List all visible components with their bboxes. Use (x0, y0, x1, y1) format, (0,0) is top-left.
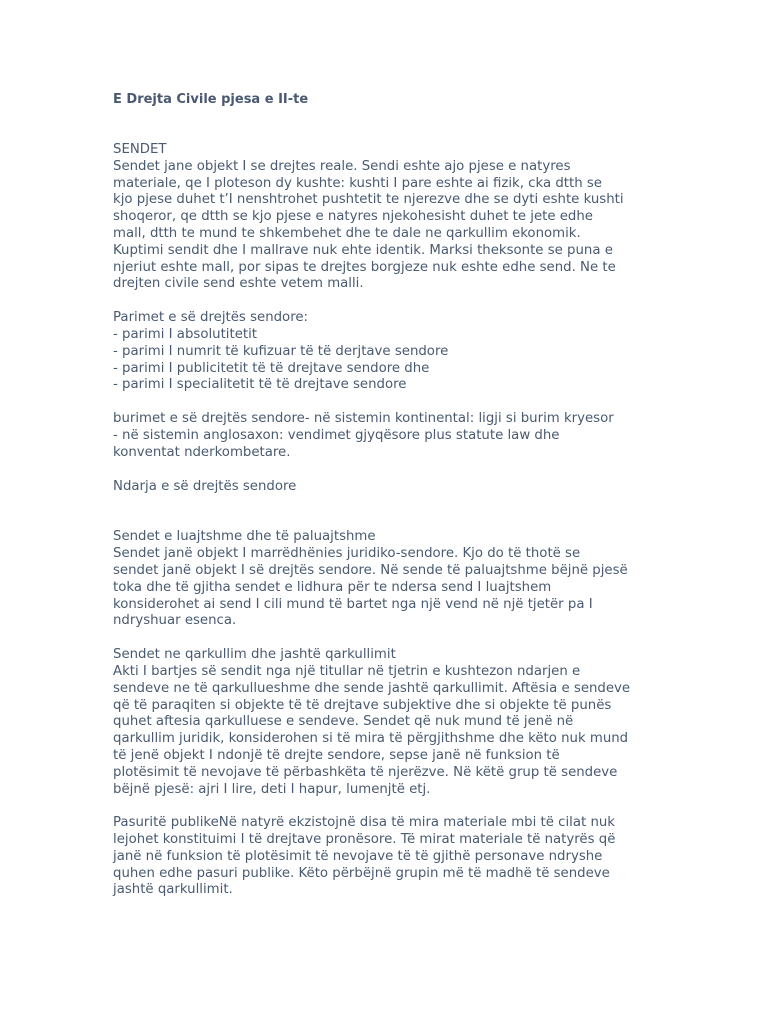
section-heading: Parimet e së drejtës sendore: (113, 310, 309, 326)
list-item: - parimi I specialitetit të të drejtave sendore (113, 377, 407, 393)
paragraph-line: kjo pjese duhet t’I nenshtrohet pushtetit te njerezve dhe se dyti eshte kushti (113, 192, 624, 208)
list-item: - parimi I publicitetit të të drejtave sendore dhe (113, 360, 430, 376)
section-qarkullim (113, 647, 633, 798)
section-heading: SENDET (113, 142, 167, 157)
section-parimet (113, 310, 633, 394)
paragraph-line: Sendet janë objekt I marrëdhënies juridiko-sendore. Kjo do të thotë se (113, 546, 581, 562)
list-item: - parimi I absolutitetit (113, 326, 257, 342)
paragraph-line: sendeve ne të qarkullueshme dhe sende jashtë qarkullimit. Aftësia e sendeve (113, 680, 631, 696)
paragraph-line: drejten civile send eshte vetem malli. (113, 276, 364, 292)
paragraph-line: që të paraqiten si objekte të të drejtave subjektive dhe si objekte të punës (113, 697, 612, 713)
paragraph-line: quhen edhe pasuri publike. Këto përbëjnë grupin më të madhë të sendeve (113, 865, 610, 881)
paragraph-line: konsiderohet ai send I cili mund të bartet nga një vend në një tjetër pa I (113, 596, 593, 612)
paragraph-line: janë në funksion të plotësimit të nevojave të të gjithë personave ndryshe (113, 848, 603, 864)
paragraph-line: mall, dtth te mund te shkembehet dhe te dale ne qarkullim ekonomik. (113, 225, 581, 241)
document-page (113, 90, 633, 899)
paragraph-line: burimet e së drejtës sendore- në sistemin kontinental: ligji si burim kryesor (113, 411, 614, 427)
paragraph-line: quhet aftesia qarkulluese e sendeve. Sendet që nuk mund të jenë në (113, 714, 574, 730)
paragraph-line: Kuptimi sendit dhe I mallrave nuk ehte identik. Marksi theksonte se puna e (113, 242, 613, 258)
paragraph-line: plotësimit të nevojave të përbashkëta të njerëzve. Në këtë grup të sendeve (113, 764, 618, 780)
section-burimet (113, 411, 633, 461)
section-heading: Sendet ne qarkullim dhe jashtë qarkullimit (113, 647, 396, 663)
paragraph-line: konventat nderkombetare. (113, 444, 291, 460)
paragraph-line: bëjnë pjesë: ajri I lire, deti I hapur, lumenjtë etj. (113, 781, 431, 797)
paragraph-line: materiale, qe I ploteson dy kushte: kushti I pare eshte ai fizik, cka dtth se (113, 175, 602, 191)
paragraph-line: lejohet konstituimi I të drejtave pronësore. Të mirat materiale të natyrës që (113, 832, 616, 848)
paragraph-line: jashtë qarkullimit. (113, 882, 233, 898)
paragraph-line: njeriut eshte mall, por sipas te drejtes borgjeze nuk eshte edhe send. Ne te (113, 259, 616, 275)
paragraph-line: sendet janë objekt I së drejtës sendore. Në sende të paluajtshme bëjnë pjesë (113, 562, 628, 578)
section-luajtshme (113, 529, 633, 630)
list-item: - parimi I numrit të kufizuar të të derjtave sendore (113, 343, 449, 359)
paragraph-line: Sendet jane objekt I se drejtes reale. Sendi eshte ajo pjese e natyres (113, 158, 571, 174)
section-heading: Ndarja e së drejtës sendore (113, 478, 297, 494)
section-pasurite-publike (113, 815, 633, 899)
section-heading: Sendet e luajtshme dhe të paluajtshme (113, 529, 376, 545)
section-sendet (113, 142, 633, 293)
paragraph-line: ndryshuar esenca. (113, 613, 237, 629)
paragraph-line: shoqeror, qe dtth se kjo pjese e natyres njekohesisht duhet te jete edhe (113, 209, 593, 225)
paragraph-line: Pasuritë publikeNë natyrë ekzistojnë disa të mira materiale mbi të cilat nuk (113, 815, 615, 831)
paragraph-line: toka dhe të gjitha sendet e lidhura për te ndersa send I luajtshem (113, 579, 552, 595)
paragraph-line: Akti I bartjes së sendit nga një titullar në tjetrin e kushtezon ndarjen e (113, 663, 581, 679)
section-ndarja (113, 479, 633, 496)
paragraph-line: - në sistemin anglosaxon: vendimet gjyqësore plus statute law dhe (113, 427, 560, 443)
paragraph-line: qarkullim juridik, konsiderohen si të mira të përgjithshme dhe këto nuk mund (113, 731, 629, 747)
document-title: E Drejta Civile pjesa e II-te (113, 92, 309, 107)
paragraph-line: të jenë objekt I ndonjë të drejte sendore, sepse janë në funksion të (113, 747, 560, 763)
